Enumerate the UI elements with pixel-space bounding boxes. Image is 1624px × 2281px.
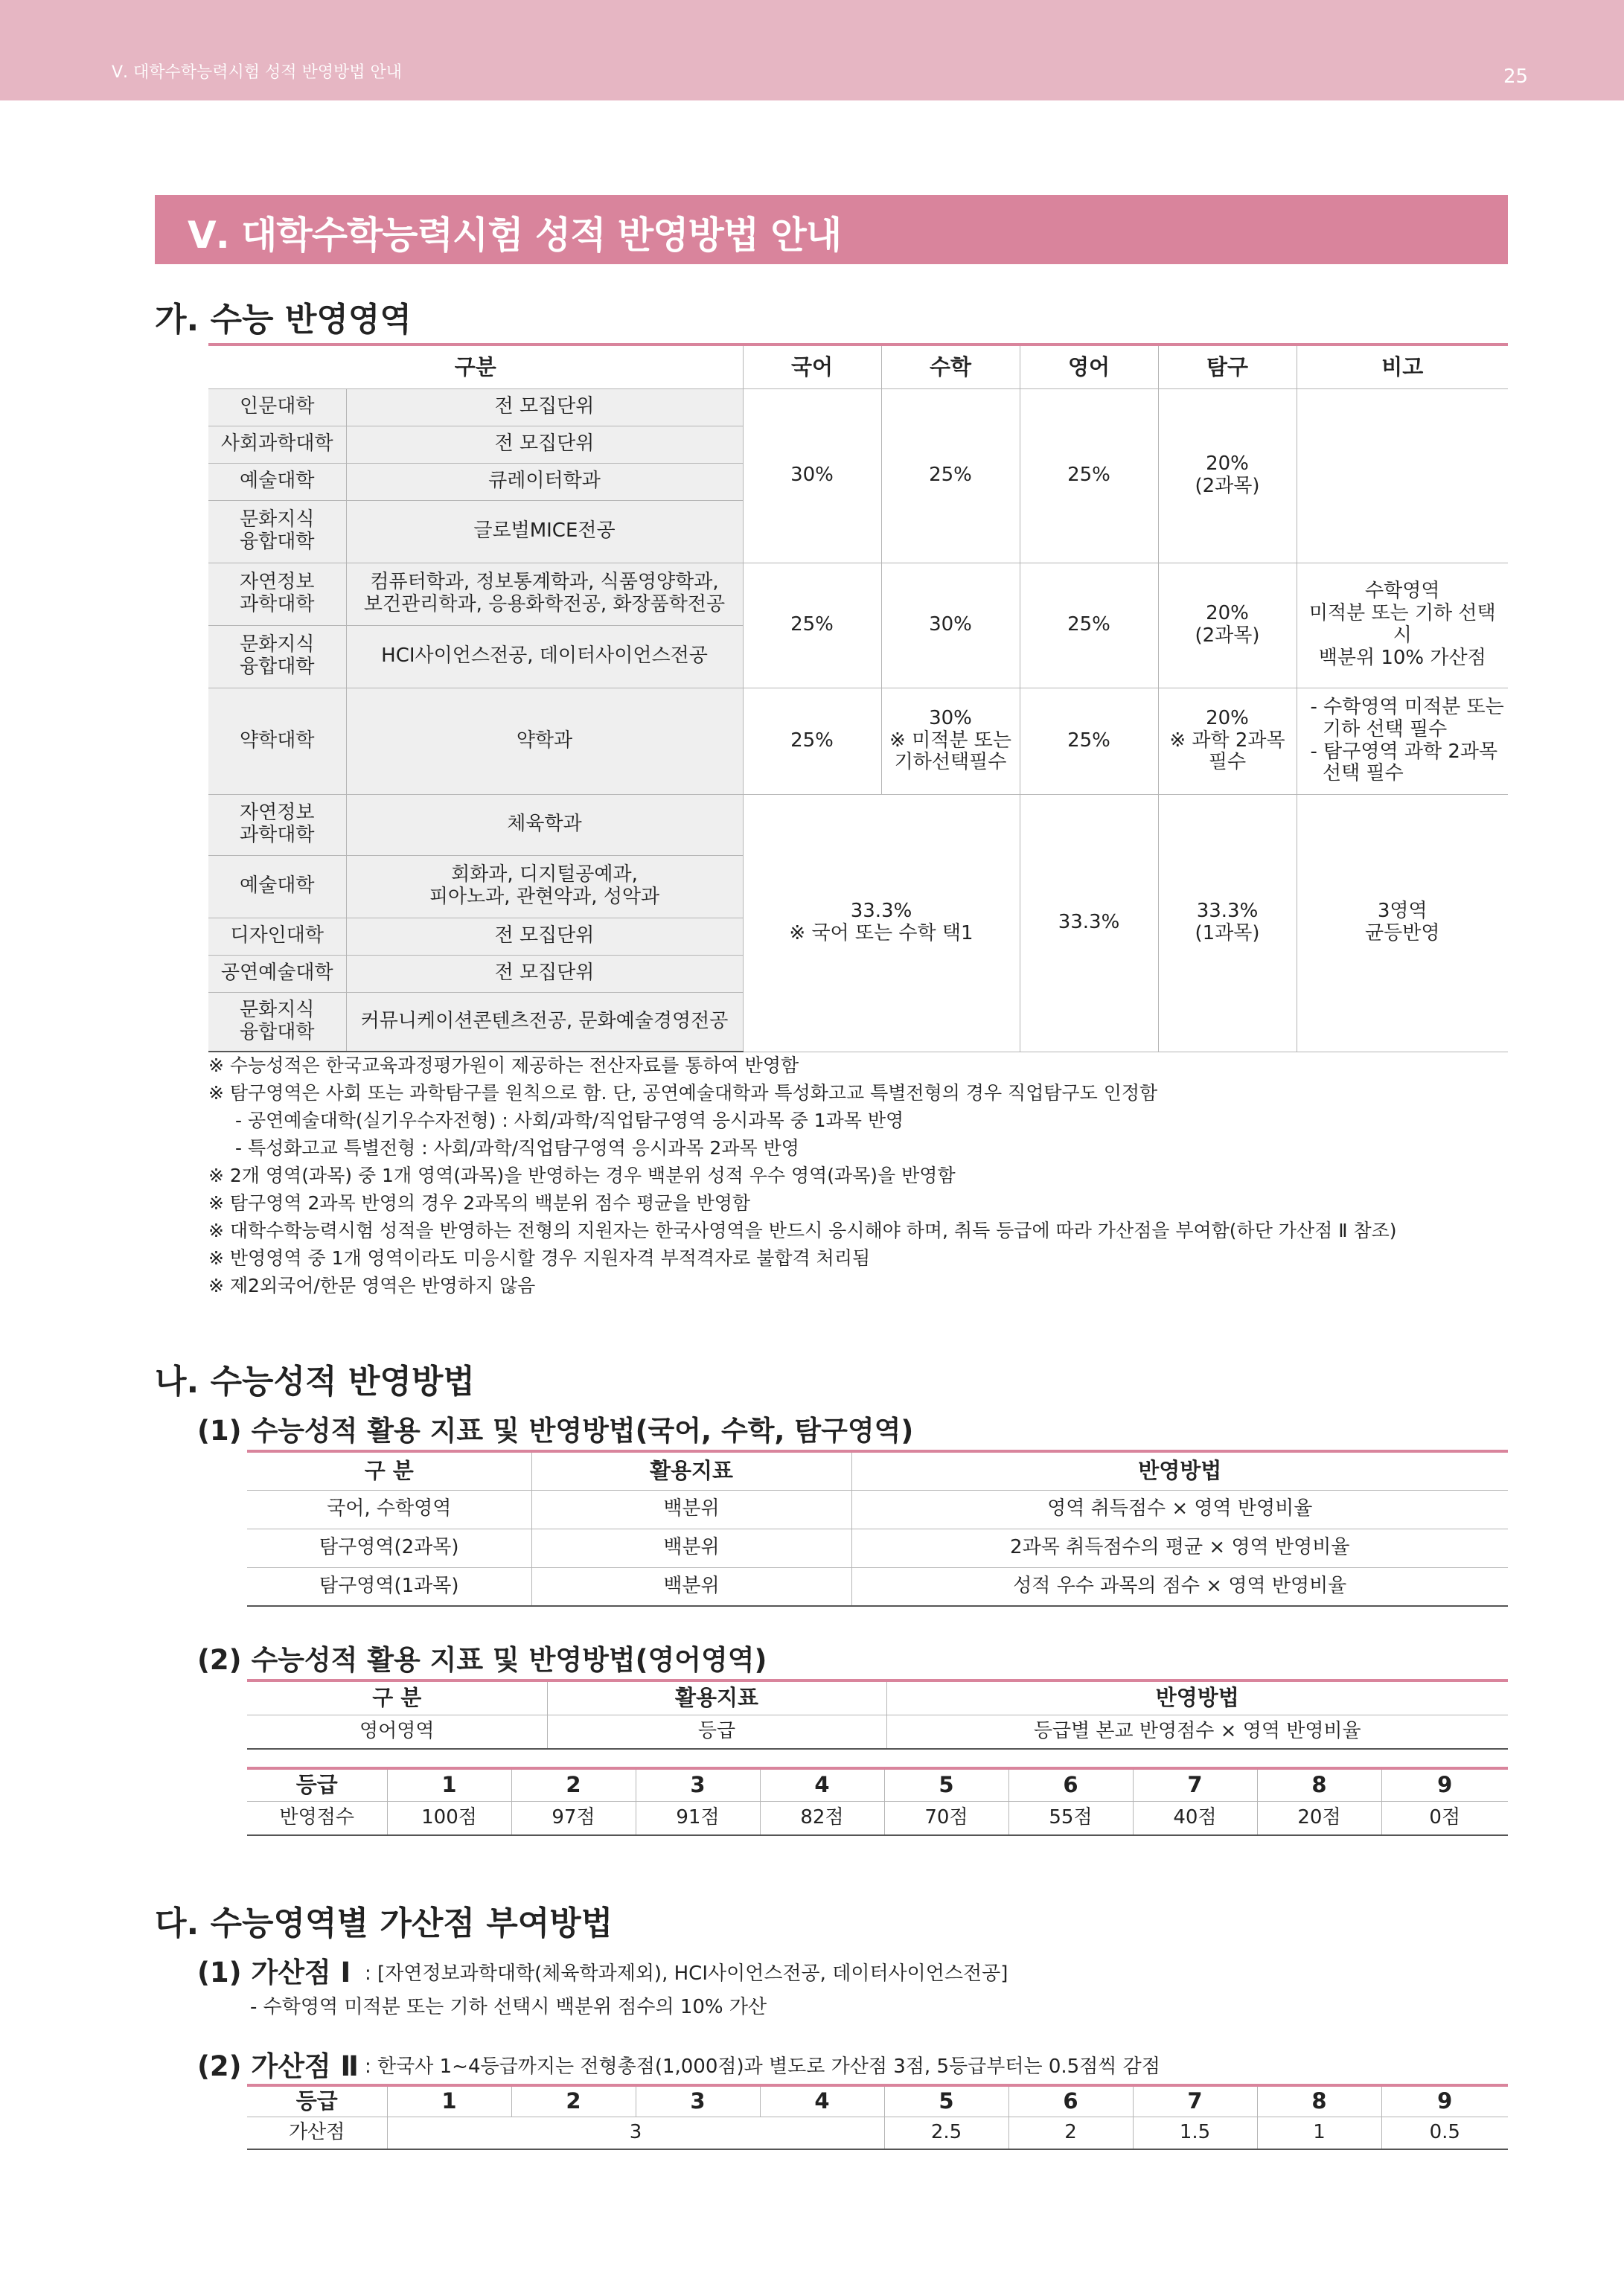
grade-cell: 8	[1257, 2085, 1381, 2117]
grade-cell: 4	[760, 1768, 884, 1801]
indicator-cell: 백분위	[531, 1529, 851, 1567]
grade-cell: 2	[511, 2085, 636, 2117]
header-english: 영어	[1020, 345, 1158, 388]
inquiry-ratio: 20% (2과목)	[1158, 563, 1297, 688]
division-cell: 영어영역	[247, 1715, 547, 1749]
department-cell: 전 모집단위	[346, 426, 743, 463]
department-cell: 전 모집단위	[346, 388, 743, 426]
college-cell: 예술대학	[208, 855, 346, 918]
grade-cell: 1	[387, 2085, 511, 2117]
header-method: 반영방법	[851, 1451, 1508, 1490]
section-b-title: 나. 수능성적 반영방법	[155, 1363, 475, 1401]
score-cell: 55점	[1008, 1801, 1133, 1835]
remarks-cell: 수학영역 미적분 또는 기하 선택시 백분위 10% 가산점	[1297, 563, 1508, 688]
department-cell: 글로벌MICE전공	[346, 500, 743, 563]
section-a-table	[208, 343, 1508, 1052]
college-cell: 자연정보 과학대학	[208, 794, 346, 855]
bonus1-title: (1) 가산점 Ⅰ	[197, 1957, 351, 1989]
score-cell: 20점	[1257, 1801, 1381, 1835]
grade-cell: 9	[1381, 1768, 1508, 1801]
points-cell: 3	[387, 2117, 884, 2149]
grade-cell: 7	[1133, 1768, 1257, 1801]
department-cell: 컴퓨터학과, 정보통계학과, 식품영양학과, 보건관리학과, 응용화학전공, 화장품학전공	[346, 563, 743, 625]
score-cell: 0점	[1381, 1801, 1508, 1835]
department-cell: 전 모집단위	[346, 955, 743, 992]
grade-cell: 6	[1008, 2085, 1133, 2117]
score-cell: 40점	[1133, 1801, 1257, 1835]
college-cell: 디자인대학	[208, 918, 346, 955]
header-remarks: 비고	[1297, 345, 1508, 388]
points-cell: 2	[1008, 2117, 1133, 2149]
grade-cell: 4	[760, 2085, 884, 2117]
score-label: 반영점수	[247, 1801, 387, 1835]
section-a-title: 가. 수능 반영영역	[155, 301, 412, 339]
department-cell: 약학과	[346, 688, 743, 794]
department-cell: 전 모집단위	[346, 918, 743, 955]
remarks-cell: 3영역 균등반영	[1297, 794, 1508, 1052]
indicator-cell: 백분위	[531, 1567, 851, 1606]
remarks-cell: - 수학영역 미적분 또는 기하 선택 필수 - 탐구영역 과학 2과목 선택 필수	[1297, 688, 1508, 794]
method-cell: 2과목 취득점수의 평균 × 영역 반영비율	[851, 1529, 1508, 1567]
department-cell: 큐레이터학과	[346, 463, 743, 500]
points-label: 가산점	[247, 2117, 387, 2149]
points-cell: 2.5	[884, 2117, 1008, 2149]
section-b-sub1-title: (1) 수능성적 활용 지표 및 반영방법(국어, 수학, 탐구영역)	[197, 1415, 914, 1447]
score-cell: 70점	[884, 1801, 1008, 1835]
grade-cell: 1	[387, 1768, 511, 1801]
math-ratio: 30%	[881, 563, 1020, 688]
note-line: ※ 대학수학능력시험 성적을 반영하는 전형의 지원자는 한국사영역을 반드시 응시해야 하며, 취득 등급에 따라 가산점을 부여함(하단 가산점 Ⅱ 참조)	[208, 1220, 1397, 1241]
korean-ratio: 25%	[743, 688, 881, 794]
english-ratio: 33.3%	[1020, 794, 1158, 1052]
department-cell: 커뮤니케이션콘텐츠전공, 문화예술경영전공	[346, 992, 743, 1052]
college-cell: 예술대학	[208, 463, 346, 500]
header-korean: 국어	[743, 345, 881, 388]
chapter-title: Ⅴ. 대학수학능력시험 성적 반영방법 안내	[188, 214, 842, 257]
section-a-notes	[208, 1052, 1397, 1299]
method-cell: 성적 우수 과목의 점수 × 영역 반영비율	[851, 1567, 1508, 1606]
college-cell: 약학대학	[208, 688, 346, 794]
note-line: ※ 반영영역 중 1개 영역이라도 미응시할 경우 지원자격 부적격자로 불합격 처리됨	[208, 1247, 871, 1269]
top-header-bar	[0, 0, 1624, 100]
grade-label: 등급	[247, 2085, 387, 2117]
grade-cell: 3	[636, 1768, 760, 1801]
score-cell: 100점	[387, 1801, 511, 1835]
score-cell: 97점	[511, 1801, 636, 1835]
college-cell: 문화지식 융합대학	[208, 992, 346, 1052]
bonus2-title: (2) 가산점 Ⅱ	[197, 2050, 359, 2082]
division-cell: 탐구영역(1과목)	[247, 1567, 531, 1606]
college-cell: 문화지식 융합대학	[208, 500, 346, 563]
points-cell: 1.5	[1133, 2117, 1257, 2149]
score-cell: 91점	[636, 1801, 760, 1835]
department-cell: 회화과, 디지털공예과, 피아노과, 관현악과, 성악과	[346, 855, 743, 918]
college-cell: 공연예술대학	[208, 955, 346, 992]
indicator-cell: 등급	[547, 1715, 886, 1749]
english-ratio: 25%	[1020, 563, 1158, 688]
header-division: 구 분	[247, 1451, 531, 1490]
college-cell: 문화지식 융합대학	[208, 625, 346, 688]
header-indicator: 활용지표	[547, 1680, 886, 1715]
note-line: ※ 제2외국어/한문 영역은 반영하지 않음	[208, 1275, 536, 1296]
note-line: ※ 2개 영역(과목) 중 1개 영역(과목)을 반영하는 경우 백분위 성적 우수 영역(과목)을 반영함	[208, 1165, 956, 1186]
math-ratio: 30% ※ 미적분 또는 기하선택필수	[881, 688, 1020, 794]
header-method: 반영방법	[886, 1680, 1508, 1715]
college-cell: 사회과학대학	[208, 426, 346, 463]
bonus1-description: : [자연정보과학대학(체육학과제외), HCI사이언스전공, 데이터사이언스전공]	[365, 1962, 1008, 1985]
department-cell: 체육학과	[346, 794, 743, 855]
section-b-sub2-title: (2) 수능성적 활용 지표 및 반영방법(영어영역)	[197, 1644, 767, 1676]
header-indicator: 활용지표	[531, 1451, 851, 1490]
english-ratio: 25%	[1020, 688, 1158, 794]
inquiry-ratio: 20% ※ 과학 2과목 필수	[1158, 688, 1297, 794]
korean-ratio: 25%	[743, 563, 881, 688]
bonus1-sub: - 수학영역 미적분 또는 기하 선택시 백분위 점수의 10% 가산	[250, 1996, 767, 2018]
grade-label: 등급	[247, 1768, 387, 1801]
grade-cell: 5	[884, 2085, 1008, 2117]
math-ratio: 25%	[881, 388, 1020, 563]
grade-cell: 5	[884, 1768, 1008, 1801]
header-division: 구 분	[247, 1680, 547, 1715]
grade-cell: 8	[1257, 1768, 1381, 1801]
grade-cell: 9	[1381, 2085, 1508, 2117]
division-cell: 탐구영역(2과목)	[247, 1529, 531, 1567]
header-division: 구분	[208, 345, 743, 388]
inquiry-ratio: 20% (2과목)	[1158, 388, 1297, 563]
inquiry-ratio: 33.3% (1과목)	[1158, 794, 1297, 1052]
score-cell: 82점	[760, 1801, 884, 1835]
note-line: ※ 탐구영역 2과목 반영의 경우 2과목의 백분위 점수 평균을 반영함	[208, 1192, 751, 1214]
korean-ratio: 30%	[743, 388, 881, 563]
method-cell: 등급별 본교 반영점수 × 영역 반영비율	[886, 1715, 1508, 1749]
points-cell: 0.5	[1381, 2117, 1508, 2149]
points-cell: 1	[1257, 2117, 1381, 2149]
english-grade-score-table	[247, 1767, 1508, 1836]
page-number: 25	[1503, 65, 1529, 88]
english-ratio: 25%	[1020, 388, 1158, 563]
header-math: 수학	[881, 345, 1020, 388]
note-line: - 특성화고교 특별전형 : 사회/과학/직업탐구영역 응시과목 2과목 반영	[235, 1137, 799, 1159]
grade-cell: 3	[636, 2085, 760, 2117]
college-cell: 인문대학	[208, 388, 346, 426]
remarks-cell	[1297, 388, 1508, 563]
grade-cell: 6	[1008, 1768, 1133, 1801]
department-cell: HCI사이언스전공, 데이터사이언스전공	[346, 625, 743, 688]
grade-cell: 7	[1133, 2085, 1257, 2117]
note-line: ※ 수능성적은 한국교육과정평가원이 제공하는 전산자료를 통하여 반영함	[208, 1055, 799, 1076]
korean-math-ratio: 33.3% ※ 국어 또는 수학 택1	[743, 794, 1020, 1052]
header-title: Ⅴ. 대학수학능력시험 성적 반영방법 안내	[112, 63, 403, 82]
english-usage-table	[247, 1679, 1508, 1750]
indicator-cell: 백분위	[531, 1490, 851, 1529]
division-cell: 국어, 수학영역	[247, 1490, 531, 1529]
history-bonus-table	[247, 2084, 1508, 2150]
note-line: - 공연예술대학(실기우수자전형) : 사회/과학/직업탐구영역 응시과목 중 1과목 반영	[235, 1110, 904, 1131]
grade-cell: 2	[511, 1768, 636, 1801]
note-line: ※ 탐구영역은 사회 또는 과학탐구를 원칙으로 함. 단, 공연예술대학과 특성화고교 특별전형의 경우 직업탐구도 인정함	[208, 1082, 1158, 1104]
section-c-title: 다. 수능영역별 가산점 부여방법	[155, 1904, 613, 1942]
bonus2-description: : 한국사 1~4등급까지는 전형총점(1,000점)과 별도로 가산점 3점, 5등급부터는 0.5점씩 감점	[365, 2056, 1160, 2078]
csat-usage-table	[247, 1450, 1508, 1607]
method-cell: 영역 취득점수 × 영역 반영비율	[851, 1490, 1508, 1529]
college-cell: 자연정보 과학대학	[208, 563, 346, 625]
header-inquiry: 탐구	[1158, 345, 1297, 388]
